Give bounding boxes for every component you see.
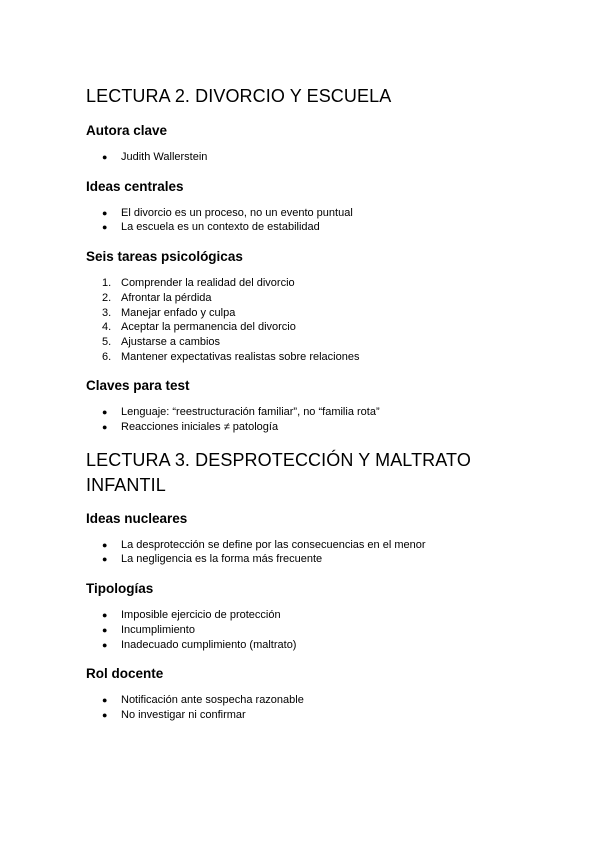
bullet-icon: ● [102, 152, 108, 162]
list-item-text: Comprender la realidad del divorcio [121, 277, 295, 290]
section-heading-seis-tareas: Seis tareas psicológicas [86, 249, 243, 265]
list-item [86, 276, 526, 291]
section-heading-ideas-nucleares: Ideas nucleares [86, 510, 188, 526]
list-number: 6. [102, 350, 112, 363]
list-number: 2. [102, 291, 112, 304]
list-item [86, 320, 526, 335]
lectura2-title: LECTURA 2. DIVORCIO Y ESCUELA [86, 86, 392, 106]
ideas-nucleares-list [86, 538, 526, 567]
list-item [86, 552, 526, 567]
bullet-icon: ● [102, 554, 108, 565]
list-number: 5. [102, 335, 112, 348]
bullet-icon: ● [102, 422, 108, 433]
section-heading-claves-test: Claves para test [86, 378, 190, 394]
list-item-text: No investigar ni confirmar [121, 708, 246, 721]
list-number: 1. [102, 277, 112, 290]
list-item-text: Ajustarse a cambios [121, 335, 221, 348]
autora-clave-list [86, 150, 526, 165]
list-item-text: La escuela es un contexto de estabilidad [121, 221, 320, 234]
rol-docente-list [86, 693, 526, 722]
list-item-text: Inadecuado cumplimiento (maltrato) [121, 638, 297, 651]
list-item-text: Notificación ante sospecha razonable [121, 694, 304, 707]
list-item [86, 335, 526, 350]
list-item-text: Manejar enfado y culpa [121, 306, 236, 319]
bullet-icon: ● [102, 695, 108, 706]
bullet-icon: ● [102, 709, 108, 720]
bullet-icon: ● [102, 222, 108, 233]
list-item [86, 150, 526, 165]
bullet-icon: ● [102, 610, 108, 621]
list-item [86, 220, 526, 235]
list-item [86, 708, 526, 723]
section-heading-tipologias: Tipologías [86, 581, 154, 597]
list-item-text: El divorcio es un proceso, no un evento puntual [121, 206, 353, 219]
list-item-text: Judith Wallerstein [121, 151, 208, 163]
bullet-icon: ● [102, 207, 108, 218]
seis-tareas-list [86, 276, 526, 364]
list-item [86, 206, 526, 221]
list-item [86, 623, 526, 638]
list-item [86, 306, 526, 321]
lectura3-title-line2: INFANTIL [86, 474, 166, 495]
list-item [86, 538, 526, 553]
list-item-text: Imposible ejercicio de protección [121, 609, 281, 622]
tipologias-list [86, 608, 526, 652]
bullet-icon: ● [102, 624, 108, 635]
list-number: 4. [102, 321, 112, 334]
list-item-text: Lenguaje: “reestructuración familiar”, no “familia rota” [121, 406, 380, 419]
claves-test-list [86, 405, 526, 434]
list-item [86, 291, 526, 306]
list-item-text: Reacciones iniciales ≠ patología [121, 421, 279, 434]
bullet-icon: ● [102, 539, 108, 550]
list-item-text: Mantener expectativas realistas sobre relaciones [121, 350, 360, 363]
lectura3-title-line1: LECTURA 3. DESPROTECCIÓN Y MALTRATO [86, 449, 471, 470]
list-item [86, 638, 526, 653]
list-item-text: Incumplimiento [121, 623, 195, 636]
bullet-icon: ● [102, 639, 108, 650]
document-content [86, 84, 526, 736]
list-number: 3. [102, 306, 112, 319]
lectura3-title [86, 448, 526, 498]
bullet-icon: ● [102, 407, 108, 418]
list-item [86, 420, 526, 435]
ideas-centrales-list [86, 206, 526, 235]
section-heading-rol-docente: Rol docente [86, 666, 164, 682]
list-item [86, 350, 526, 365]
section-heading-ideas-centrales: Ideas centrales [86, 178, 184, 194]
list-item [86, 608, 526, 623]
list-item-text: La desprotección se define por las consecuencias en el menor [121, 538, 426, 551]
list-item [86, 405, 526, 420]
list-item-text: Afrontar la pérdida [121, 291, 212, 304]
section-heading-autora-clave: Autora clave [86, 123, 168, 138]
list-item [86, 693, 526, 708]
list-item-text: Aceptar la permanencia del divorcio [121, 321, 296, 334]
list-item-text: La negligencia es la forma más frecuente [121, 553, 323, 566]
